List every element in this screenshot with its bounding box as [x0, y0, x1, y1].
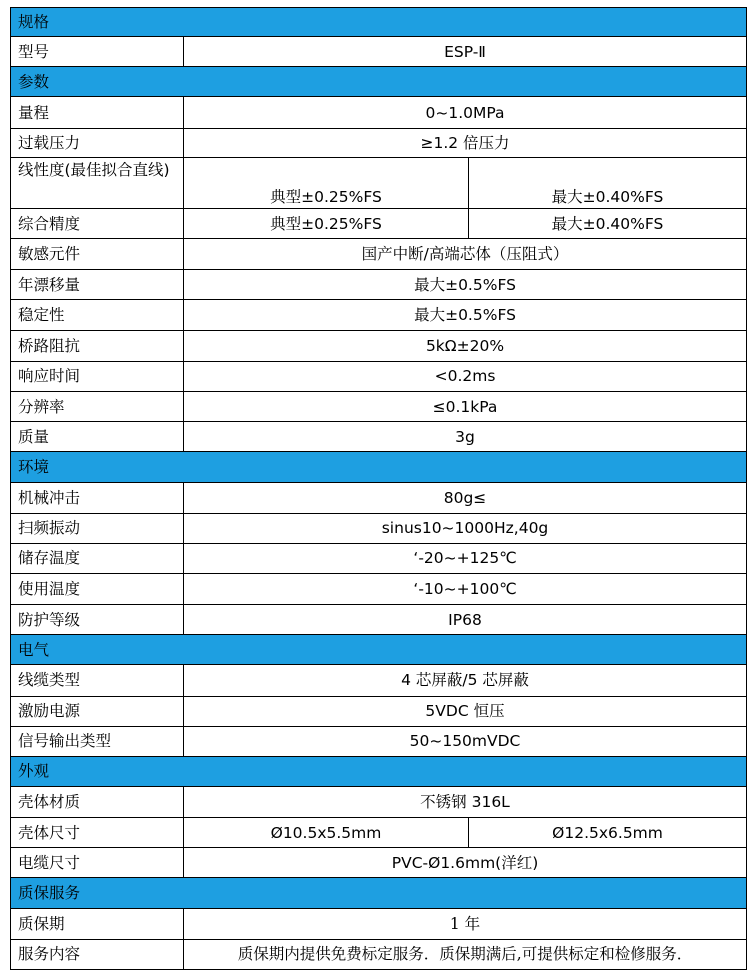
row-value: 3g: [184, 422, 747, 452]
section-electrical: [11, 635, 747, 665]
section-title: 参数: [11, 67, 747, 97]
row-value: PVC-Ø1.6mm(洋红): [184, 848, 747, 878]
section-service: [11, 878, 747, 908]
row-label: 型号: [11, 37, 184, 67]
section-spec: [11, 8, 747, 37]
row-housing-material: [11, 786, 747, 817]
row-shock: [11, 483, 747, 513]
row-response: [11, 361, 747, 391]
size-b-value: Ø12.5x6.5mm: [469, 818, 747, 848]
row-value: 80g≤: [184, 483, 747, 513]
row-label: 服务内容: [11, 939, 184, 969]
row-mass: [11, 422, 747, 452]
section-title: 外观: [11, 756, 747, 786]
row-value: ≥1.2 倍压力: [184, 128, 747, 157]
row-label: 稳定性: [11, 300, 184, 330]
row-accuracy: [11, 209, 747, 239]
row-label: 响应时间: [11, 361, 184, 391]
row-label: 综合精度: [11, 209, 184, 239]
row-label: 防护等级: [11, 605, 184, 635]
row-label: 使用温度: [11, 573, 184, 604]
row-label: 质量: [11, 422, 184, 452]
row-value: 最大±0.5%FS: [184, 300, 747, 330]
row-label: 机械冲击: [11, 483, 184, 513]
row-use-temp: [11, 573, 747, 604]
row-output: [11, 726, 747, 756]
row-vibration: [11, 513, 747, 543]
row-cable-type: [11, 665, 747, 696]
row-storage-temp: [11, 543, 747, 573]
row-linearity: [11, 157, 747, 208]
row-drift: [11, 270, 747, 300]
row-label: 壳体材质: [11, 786, 184, 817]
typical-value: 典型±0.25%FS: [184, 157, 469, 208]
row-value: 最大±0.5%FS: [184, 270, 747, 300]
section-title: 电气: [11, 635, 747, 665]
row-label: 壳体尺寸: [11, 818, 184, 848]
row-value: 5kΩ±20%: [184, 330, 747, 361]
size-a-value: Ø10.5x5.5mm: [184, 818, 469, 848]
row-label: 分辨率: [11, 391, 184, 421]
row-value: 1 年: [184, 908, 747, 939]
typical-value: 典型±0.25%FS: [184, 209, 469, 239]
row-excitation: [11, 696, 747, 726]
row-value: 不锈钢 316L: [184, 786, 747, 817]
row-value: ‘-20~+125℃: [184, 543, 747, 573]
row-resolution: [11, 391, 747, 421]
section-env: [11, 452, 747, 483]
row-label: 线性度(最佳拟合直线): [11, 157, 184, 208]
row-cable-size: [11, 848, 747, 878]
row-label: 质保期: [11, 908, 184, 939]
row-value: 0~1.0MPa: [184, 97, 747, 128]
row-value: 4 芯屏蔽/5 芯屏蔽: [184, 665, 747, 696]
row-service: [11, 939, 747, 969]
row-label: 敏感元件: [11, 239, 184, 270]
row-overload: [11, 128, 747, 157]
section-params: [11, 67, 747, 97]
row-label: 过载压力: [11, 128, 184, 157]
row-value: ‘-10~+100℃: [184, 573, 747, 604]
row-value: <0.2ms: [184, 361, 747, 391]
row-protection: [11, 605, 747, 635]
row-bridge: [11, 330, 747, 361]
row-value: 50~150mVDC: [184, 726, 747, 756]
max-value: 最大±0.40%FS: [469, 209, 747, 239]
row-warranty: [11, 908, 747, 939]
row-value: 5VDC 恒压: [184, 696, 747, 726]
max-value: 最大±0.40%FS: [469, 157, 747, 208]
row-label: 电缆尺寸: [11, 848, 184, 878]
spec-table: [10, 7, 747, 970]
row-label: 线缆类型: [11, 665, 184, 696]
row-label: 储存温度: [11, 543, 184, 573]
row-model: [11, 37, 747, 67]
row-label: 激励电源: [11, 696, 184, 726]
row-value: 国产中断/高端芯体（压阻式）: [184, 239, 747, 270]
row-sensor: [11, 239, 747, 270]
section-title: 环境: [11, 452, 747, 483]
row-stability: [11, 300, 747, 330]
row-value: IP68: [184, 605, 747, 635]
section-title: 质保服务: [11, 878, 747, 908]
row-housing-size: [11, 818, 747, 848]
row-value: 质保期内提供免费标定服务．质保期满后,可提供标定和检修服务．: [184, 939, 747, 969]
row-range: [11, 97, 747, 128]
section-appearance: [11, 756, 747, 786]
row-label: 桥路阻抗: [11, 330, 184, 361]
row-label: 年漂移量: [11, 270, 184, 300]
row-value: ≤0.1kPa: [184, 391, 747, 421]
section-title: 规格: [11, 8, 747, 37]
row-label: 量程: [11, 97, 184, 128]
row-label: 信号输出类型: [11, 726, 184, 756]
row-value: sinus10~1000Hz,40g: [184, 513, 747, 543]
row-label: 扫频振动: [11, 513, 184, 543]
row-value: ESP-Ⅱ: [184, 37, 747, 67]
